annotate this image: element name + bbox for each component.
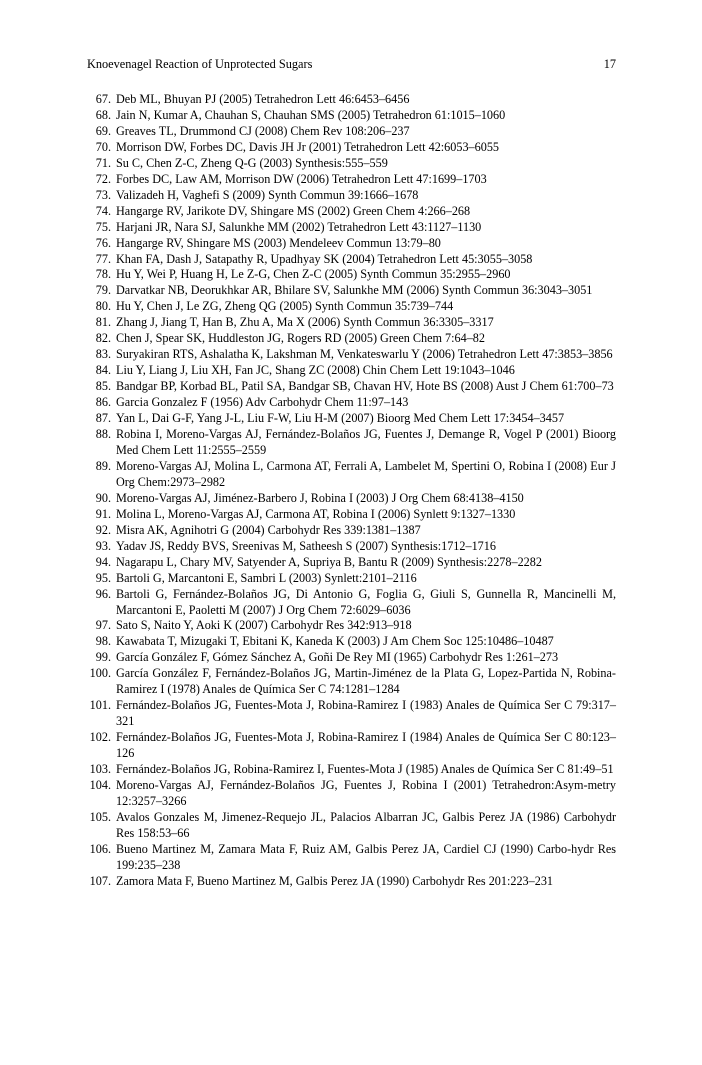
reference-item	[87, 124, 616, 140]
reference-number: 68.	[95, 107, 111, 122]
reference-text: Hu Y, Wei P, Huang H, Le Z-G, Chen Z-C (2005) Synth Commun 35:2955–2960	[116, 267, 511, 282]
reference-text: Fernández-Bolaños JG, Robina-Ramirez I, Fuentes-Mota J (1985) Anales de Química Ser C 81:49–51	[116, 762, 614, 777]
reference-text: Sato S, Naito Y, Aoki K (2007) Carbohydr Res 342:913–918	[116, 618, 412, 633]
reference-text: Fernández-Bolaños JG, Fuentes-Mota J, Robina-Ramirez I (1983) Anales de Química Ser C 79:317–321	[116, 698, 616, 729]
running-title: Knoevenagel Reaction of Unprotected Sugars	[87, 57, 313, 71]
reference-text: Bartoli G, Fernández-Bolaños JG, Di Antonio G, Foglia G, Giuli S, Gunnella R, Mancinelli M, Marcantoni E, Paoletti M (2007) J Org Chem 72:6029–6036	[116, 586, 616, 617]
reference-text: Morrison DW, Forbes DC, Davis JH Jr (2001) Tetrahedron Lett 42:6053–6055	[116, 139, 500, 154]
reference-text: Moreno-Vargas AJ, Molina L, Carmona AT, Ferrali A, Lambelet M, Spertini O, Robina I (2008) Eur J Org Chem:2973–2982	[116, 458, 616, 489]
reference-number: 100.	[89, 666, 111, 681]
reference-text: Bartoli G, Marcantoni E, Sambri L (2003) Synlett:2101–2116	[116, 570, 417, 585]
reference-text: Chen J, Spear SK, Huddleston JG, Rogers RD (2005) Green Chem 7:64–82	[116, 331, 485, 346]
reference-item	[87, 92, 616, 108]
reference-text: Kawabata T, Mizugaki T, Ebitani K, Kaneda K (2003) J Am Chem Soc 125:10486–10487	[116, 634, 554, 649]
reference-item	[87, 283, 616, 299]
reference-item	[87, 188, 616, 204]
reference-number: 69.	[95, 123, 111, 138]
reference-text: Deb ML, Bhuyan PJ (2005) Tetrahedron Lett 46:6453–6456	[116, 92, 410, 106]
reference-item	[87, 650, 616, 666]
reference-number: 77.	[95, 251, 111, 266]
reference-text: Greaves TL, Drummond CJ (2008) Chem Rev 108:206–237	[116, 123, 410, 138]
reference-number: 73.	[95, 187, 111, 202]
reference-text: Jain N, Kumar A, Chauhan S, Chauhan SMS (2005) Tetrahedron 61:1015–1060	[116, 107, 506, 122]
reference-list	[87, 92, 616, 890]
reference-item	[87, 204, 616, 220]
reference-number: 104.	[89, 777, 111, 792]
reference-number: 74.	[95, 203, 111, 218]
reference-number: 83.	[95, 347, 111, 362]
reference-text: Yan L, Dai G-F, Yang J-L, Liu F-W, Liu H-M (2007) Bioorg Med Chem Lett 17:3454–3457	[116, 411, 565, 426]
reference-item	[87, 108, 616, 124]
reference-text: Darvatkar NB, Deorukhkar AR, Bhilare SV, Salunkhe MM (2006) Synth Commun 36:3043–3051	[116, 283, 593, 298]
reference-number: 78.	[95, 267, 111, 282]
reference-item	[87, 331, 616, 347]
reference-text: Molina L, Moreno-Vargas AJ, Carmona AT, Robina I (2006) Synlett 9:1327–1330	[116, 506, 516, 521]
reference-text: Zamora Mata F, Bueno Martinez M, Galbis Perez JA (1990) Carbohydr Res 201:223–231	[116, 873, 554, 888]
reference-item	[87, 140, 616, 156]
reference-item	[87, 252, 616, 268]
reference-text: Yadav JS, Reddy BVS, Sreenivas M, Satheesh S (2007) Synthesis:1712–1716	[116, 538, 496, 553]
reference-text: Garcia Gonzalez F (1956) Adv Carbohydr Chem 11:97–143	[116, 395, 409, 410]
reference-item	[87, 507, 616, 523]
reference-text: Khan FA, Dash J, Satapathy R, Upadhyay SK (2004) Tetrahedron Lett 45:3055–3058	[116, 251, 533, 266]
reference-item	[87, 459, 616, 491]
reference-text: Moreno-Vargas AJ, Jiménez-Barbero J, Robina I (2003) J Org Chem 68:4138–4150	[116, 490, 524, 505]
reference-text: Bueno Martinez M, Zamara Mata F, Ruiz AM, Galbis Perez JA, Cardiel CJ (1990) Carbo-hydr Res 199:235–238	[116, 841, 616, 872]
reference-text: Nagarapu L, Chary MV, Satyender A, Supriya B, Bantu R (2009) Synthesis:2278–2282	[116, 554, 542, 569]
reference-item	[87, 874, 616, 890]
reference-text: Avalos Gonzales M, Jimenez-Requejo JL, Palacios Albarran JC, Galbis Perez JA (1986) Carbohydr Res 158:53–66	[116, 809, 616, 840]
reference-number: 76.	[95, 235, 111, 250]
reference-item	[87, 618, 616, 634]
reference-number: 80.	[95, 299, 111, 314]
reference-number: 81.	[95, 315, 111, 330]
reference-number: 94.	[95, 554, 111, 569]
reference-number: 90.	[95, 490, 111, 505]
reference-item	[87, 730, 616, 762]
reference-item	[87, 666, 616, 698]
reference-number: 91.	[95, 506, 111, 521]
reference-number: 87.	[95, 411, 111, 426]
reference-number: 75.	[95, 219, 111, 234]
reference-text: Zhang J, Jiang T, Han B, Zhu A, Ma X (2006) Synth Commun 36:3305–3317	[116, 315, 494, 330]
reference-text: Harjani JR, Nara SJ, Salunkhe MM (2002) Tetrahedron Lett 43:1127–1130	[116, 219, 482, 234]
reference-item	[87, 427, 616, 459]
reference-item	[87, 236, 616, 252]
reference-item	[87, 379, 616, 395]
reference-item	[87, 172, 616, 188]
reference-number: 67.	[95, 92, 111, 106]
reference-item	[87, 698, 616, 730]
reference-text: Misra AK, Agnihotri G (2004) Carbohydr Res 339:1381–1387	[116, 522, 421, 537]
reference-item	[87, 762, 616, 778]
reference-number: 79.	[95, 283, 111, 298]
reference-number: 84.	[95, 363, 111, 378]
reference-number: 85.	[95, 379, 111, 394]
reference-item	[87, 267, 616, 283]
reference-number: 89.	[95, 458, 111, 473]
reference-item	[87, 156, 616, 172]
reference-text: Hangarge RV, Jarikote DV, Shingare MS (2002) Green Chem 4:266–268	[116, 203, 471, 218]
reference-text: Liu Y, Liang J, Liu XH, Fan JC, Shang ZC (2008) Chin Chem Lett 19:1043–1046	[116, 363, 515, 378]
reference-text: Valizadeh H, Vaghefi S (2009) Synth Commun 39:1666–1678	[116, 187, 419, 202]
reference-number: 70.	[95, 139, 111, 154]
running-header	[87, 56, 616, 72]
reference-number: 96.	[95, 586, 111, 601]
reference-number: 106.	[89, 841, 111, 856]
reference-text: Forbes DC, Law AM, Morrison DW (2006) Tetrahedron Lett 47:1699–1703	[116, 171, 487, 186]
reference-item	[87, 395, 616, 411]
reference-item	[87, 363, 616, 379]
reference-item	[87, 634, 616, 650]
reference-number: 92.	[95, 522, 111, 537]
reference-item	[87, 778, 616, 810]
reference-item	[87, 810, 616, 842]
reference-text: Suryakiran RTS, Ashalatha K, Lakshman M, Venkateswarlu Y (2006) Tetrahedron Lett 47:3853–3856	[116, 347, 613, 362]
reference-number: 99.	[95, 650, 111, 665]
page-number: 17	[603, 57, 616, 71]
reference-item	[87, 220, 616, 236]
reference-number: 101.	[89, 698, 111, 713]
reference-number: 98.	[95, 634, 111, 649]
reference-number: 86.	[95, 395, 111, 410]
reference-item	[87, 411, 616, 427]
reference-number: 82.	[95, 331, 111, 346]
reference-item	[87, 299, 616, 315]
reference-number: 105.	[89, 809, 111, 824]
reference-number: 102.	[89, 730, 111, 745]
reference-text: García González F, Gómez Sánchez A, Goñi De Rey MI (1965) Carbohydr Res 1:261–273	[116, 650, 559, 665]
reference-number: 107.	[89, 873, 111, 888]
reference-number: 72.	[95, 171, 111, 186]
reference-text: Bandgar BP, Korbad BL, Patil SA, Bandgar SB, Chavan HV, Hote BS (2008) Aust J Chem 61:700–73	[116, 379, 614, 394]
reference-item	[87, 315, 616, 331]
reference-text: Moreno-Vargas AJ, Fernández-Bolaños JG, Fuentes J, Robina I (2001) Tetrahedron:Asym-metry 12:3257–3266	[116, 777, 616, 808]
reference-number: 95.	[95, 570, 111, 585]
reference-number: 103.	[89, 762, 111, 777]
reference-text: Fernández-Bolaños JG, Fuentes-Mota J, Robina-Ramirez I (1984) Anales de Química Ser C 80:123–126	[116, 730, 616, 761]
reference-item	[87, 347, 616, 363]
reference-text: García González F, Fernández-Bolaños JG, Martin-Jiménez de la Plata G, Lopez-Partida N, Robina-Ramirez I (1978) Anales de Química Ser C 74:1281–1284	[116, 666, 616, 697]
reference-number: 88.	[95, 427, 111, 442]
reference-number: 97.	[95, 618, 111, 633]
reference-text: Su C, Chen Z-C, Zheng Q-G (2003) Synthesis:555–559	[116, 155, 388, 170]
reference-number: 93.	[95, 538, 111, 553]
reference-text: Hangarge RV, Shingare MS (2003) Mendeleev Commun 13:79–80	[116, 235, 441, 250]
reference-item	[87, 571, 616, 587]
reference-item	[87, 539, 616, 555]
reference-item	[87, 587, 616, 619]
reference-item	[87, 842, 616, 874]
reference-text: Robina I, Moreno-Vargas AJ, Fernández-Bolaños JG, Fuentes J, Demange R, Vogel P (2001) Bioorg Med Chem Lett 11:2555–2559	[116, 427, 616, 457]
reference-item	[87, 491, 616, 507]
reference-text: Hu Y, Chen J, Le ZG, Zheng QG (2005) Synth Commun 35:739–744	[116, 299, 454, 314]
reference-item	[87, 555, 616, 571]
reference-item	[87, 523, 616, 539]
reference-number: 71.	[95, 155, 111, 170]
